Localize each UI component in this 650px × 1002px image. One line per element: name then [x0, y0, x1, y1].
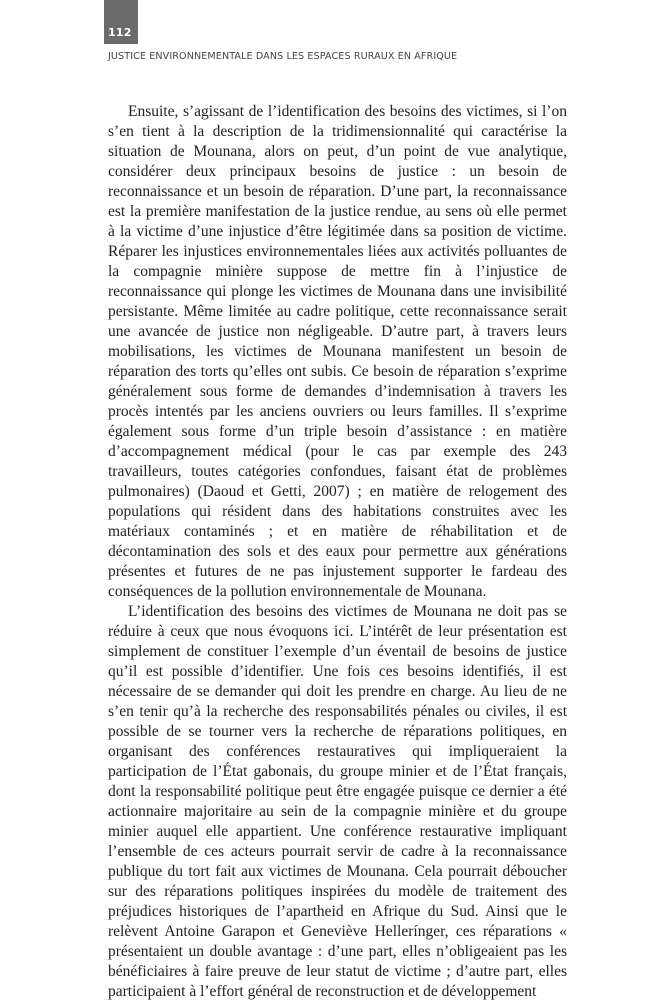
page-number: 112 — [108, 26, 132, 39]
paragraph-1: Ensuite, s’agissant de l’identification des besoins des victimes, si l’on s’en tient à la description de la tridimensionnalité qui caractérise la situation de Mounana, alors on peut, d’un point de vue analytique, considérer deux principaux besoins de justice : un besoin de reconnaissance et un besoin de réparation. D’une part, la reconnaissance est la première manifestation de la justice rendue, au sens où elle permet à la victime d’une injustice d’être légitimée dans sa position de victime. Réparer les injustices environnementales liées aux activités polluantes de la compagnie minière suppose de mettre fin à l’injustice de reconnaissance qui plonge les victimes de Mounana dans une invisibilité persistante. Même limitée au cadre politique, cette reconnaissance serait une avancée de justice non négligeable. D’autre part, à travers leurs mobilisations, les victimes de Mounana manifestent un besoin de réparation des torts qu’elles ont subis. Ce besoin de réparation s’exprime généralement sous forme de demandes d’indemnisation à travers les procès intentés par les anciens ouvriers ou leurs familles. Il s’exprime également sous forme d’un triple besoin d’assistance : en matière d’accompagnement médical (pour le cas par exemple des 243 travailleurs, toutes catégories confondues, faisant état de problèmes pulmonaires) (Daoud et Getti, 2007) ; en matière de relogement des populations qui résident dans des habitations construites avec les matériaux contaminés ; et en matière de réhabilitation et de décontamination des sols et des eaux pour permettre aux générations présentes et futures de ne pas injustement supporter le fardeau des conséquences de la pollution environnementale de Mounana. — [108, 103, 567, 600]
body-text — [108, 102, 567, 1002]
paragraph-2: L’identification des besoins des victimes de Mounana ne doit pas se réduire à ceux que nous évoquons ici. L’intérêt de leur présentation est simplement de constituer l’exemple d’un éventail de besoins de justice qu’il est possible d’identifier. Une fois ces besoins identifiés, il est nécessaire de se demander qui doit les prendre en charge. Au lieu de ne s’en tenir qu’à la recherche des responsabilités pénales ou civiles, il est possible de se tourner vers la recherche de réparations politiques, en organisant des conférences restauratives qui impliqueraient la participation de l’État gabonais, du groupe minier et de l’État français, dont la responsabilité politique peut être engagée puisque ce dernier a été actionnaire majoritaire au sein de la compagnie minière et du groupe minier auquel elle appartient. Une conférence restaurative impliquant l’ensemble de ces acteurs pourrait servir de cadre à la reconnaissance publique du tort fait aux victimes de Mounana. Cela pourrait déboucher sur des réparations politiques inspirées du modèle de traitement des préjudices historiques de l’apartheid en Afrique du Sud. Ainsi que le relèvent Antoine Garapon et Geneviève Hellerínger, ces réparations « présentaient un double avantage : d’une part, elles n’obligeaient pas les bénéficiaires à faire preuve de leur statut de victime ; d’autre part, elles participaient à l’effort général de reconstruction et de développement — [108, 603, 567, 1000]
running-header: JUSTICE ENVIRONNEMENTALE DANS LES ESPACES RURAUX EN AFRIQUE — [108, 51, 458, 62]
